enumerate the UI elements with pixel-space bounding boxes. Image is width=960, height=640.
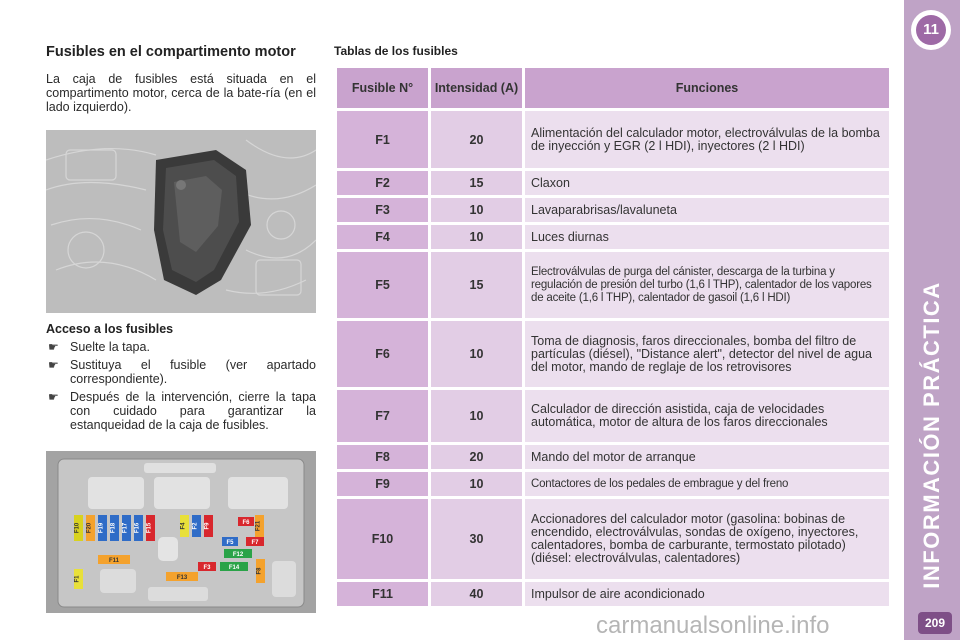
fuse-number: F6 xyxy=(337,321,428,387)
table-row xyxy=(337,225,889,249)
step-item: ☛ Sustituya el fusible (ver apartado correspondiente). xyxy=(48,358,316,386)
table-row xyxy=(337,390,889,442)
header-functions: Funciones xyxy=(525,68,889,108)
fuse-function: Calculador de dirección asistida, caja de velocidades automática, motor de altura de los faros direccionales xyxy=(525,390,889,442)
fuse-number: F9 xyxy=(337,472,428,496)
fuse-number: F5 xyxy=(337,252,428,318)
left-column xyxy=(46,44,316,114)
fuse-function: Contactores de los pedales de embrague y del freno xyxy=(525,472,889,496)
header-amp: Intensidad (A) xyxy=(431,68,522,108)
fuse-label: F20 xyxy=(86,522,93,534)
fusebox-diagram xyxy=(46,451,316,613)
fuse-function: Toma de diagnosis, faros direccionales, bomba del filtro de partículas (diésel), "Distance alert", detector del nivel de agua del motor, mando de reglaje de los retrovisores xyxy=(525,321,889,387)
section-title: Fusibles en el compartimento motor xyxy=(46,44,296,60)
fuse-number: F8 xyxy=(337,445,428,469)
fuse-label: F6 xyxy=(242,520,250,526)
fuse-number: F2 xyxy=(337,171,428,195)
chapter-title: INFORMACIÓN PRÁCTICA xyxy=(919,281,944,589)
engine-compartment-photo xyxy=(46,130,316,313)
fuse-function: Electroválvulas de purga del cánister, descarga de la turbina y regulación de presión del turbo (1,6 l THP), calentador de los vapores de aceite (1,6 l THP), calentador de gasoil (1,6 l HDI) xyxy=(525,252,889,318)
fuse-label: F18 xyxy=(110,522,117,534)
phone-hand-icon: ☛ xyxy=(48,340,59,354)
fuse-function: Luces diurnas xyxy=(525,225,889,249)
fuse-label: F9 xyxy=(204,522,211,530)
fuse-label: F12 xyxy=(232,552,244,558)
table-row xyxy=(337,171,889,195)
table-header-row xyxy=(337,68,889,108)
fuse-label: F16 xyxy=(134,522,141,534)
fuse-amperage: 30 xyxy=(431,499,522,579)
fuse-number: F1 xyxy=(337,111,428,168)
fuse-number: F4 xyxy=(337,225,428,249)
fuse-function: Mando del motor de arranque xyxy=(525,445,889,469)
fuse-label: F15 xyxy=(146,522,153,534)
fuse-label: F2 xyxy=(192,522,199,530)
fuse-function: Accionadores del calculador motor (gasolina: bobinas de encendido, electroválvulas, sondas de oxígeno, inyectores, calentadores, bomba de carburante, termostato pilotado) (diésel: electroválvulas, calentadores) xyxy=(525,499,889,579)
table-row xyxy=(337,111,889,168)
fuse-number: F10 xyxy=(337,499,428,579)
fuse-label: F3 xyxy=(203,565,211,571)
table-row xyxy=(337,472,889,496)
table-row xyxy=(337,321,889,387)
chapter-badge xyxy=(911,10,951,50)
watermark: carmanualsonline.info xyxy=(596,612,830,639)
fuse-label: F13 xyxy=(176,575,188,581)
intro-paragraph: La caja de fusibles está situada en el compartimento motor, cerca de la bate-ría (en el lado izquierdo). xyxy=(46,72,316,114)
fuse-label: F10 xyxy=(74,522,81,534)
fuse-label: F7 xyxy=(251,540,259,546)
fuse-function: Claxon xyxy=(525,171,889,195)
phone-hand-icon: ☛ xyxy=(48,358,59,372)
fuse-amperage: 20 xyxy=(431,111,522,168)
fuse-label: F8 xyxy=(256,567,263,575)
fuse-amperage: 15 xyxy=(431,171,522,195)
steps-list xyxy=(46,340,316,436)
fuse-amperage: 10 xyxy=(431,390,522,442)
table-row xyxy=(337,252,889,318)
fuse-function: Alimentación del calculador motor, electroválvulas de la bomba de inyección y EGR (2 l HDI), inyectores (2 l HDI) xyxy=(525,111,889,168)
fuse-amperage: 20 xyxy=(431,445,522,469)
fuse-number: F7 xyxy=(337,390,428,442)
fuse-label: F4 xyxy=(180,522,187,530)
fuse-amperage: 10 xyxy=(431,321,522,387)
phone-hand-icon: ☛ xyxy=(48,390,59,404)
page-number: 209 xyxy=(918,612,952,634)
table-row xyxy=(337,445,889,469)
fuse-label: F11 xyxy=(108,558,120,564)
table-row xyxy=(337,499,889,579)
fuse-function: Lavaparabrisas/lavaluneta xyxy=(525,198,889,222)
fuse-amperage: 10 xyxy=(431,225,522,249)
fuse-amperage: 10 xyxy=(431,198,522,222)
fuse-amperage: 15 xyxy=(431,252,522,318)
table-row xyxy=(337,198,889,222)
table-title: Tablas de los fusibles xyxy=(334,44,458,58)
fuse-amperage: 40 xyxy=(431,582,522,606)
chapter-number: 11 xyxy=(916,15,946,45)
step-item: ☛ Después de la intervención, cierre la tapa con cuidado para garantizar la estanqueidad de la caja de fusibles. xyxy=(48,390,316,432)
fuse-label: F1 xyxy=(74,575,81,583)
fuse-number: F11 xyxy=(337,582,428,606)
fuse-table xyxy=(334,65,892,609)
fuse-label: F5 xyxy=(226,540,234,546)
fuse-amperage: 10 xyxy=(431,472,522,496)
access-title: Acceso a los fusibles xyxy=(46,322,174,336)
header-fuse: Fusible N° xyxy=(337,68,428,108)
fuse-label: F21 xyxy=(255,520,262,532)
fuse-label: F17 xyxy=(122,522,129,534)
fuse-number: F3 xyxy=(337,198,428,222)
step-item: ☛ Suelte la tapa. xyxy=(48,340,150,354)
fuse-label: F19 xyxy=(98,522,105,534)
fuse-label: F14 xyxy=(228,565,240,571)
fuse-function: Impulsor de aire acondicionado xyxy=(525,582,889,606)
table-row xyxy=(337,582,889,606)
